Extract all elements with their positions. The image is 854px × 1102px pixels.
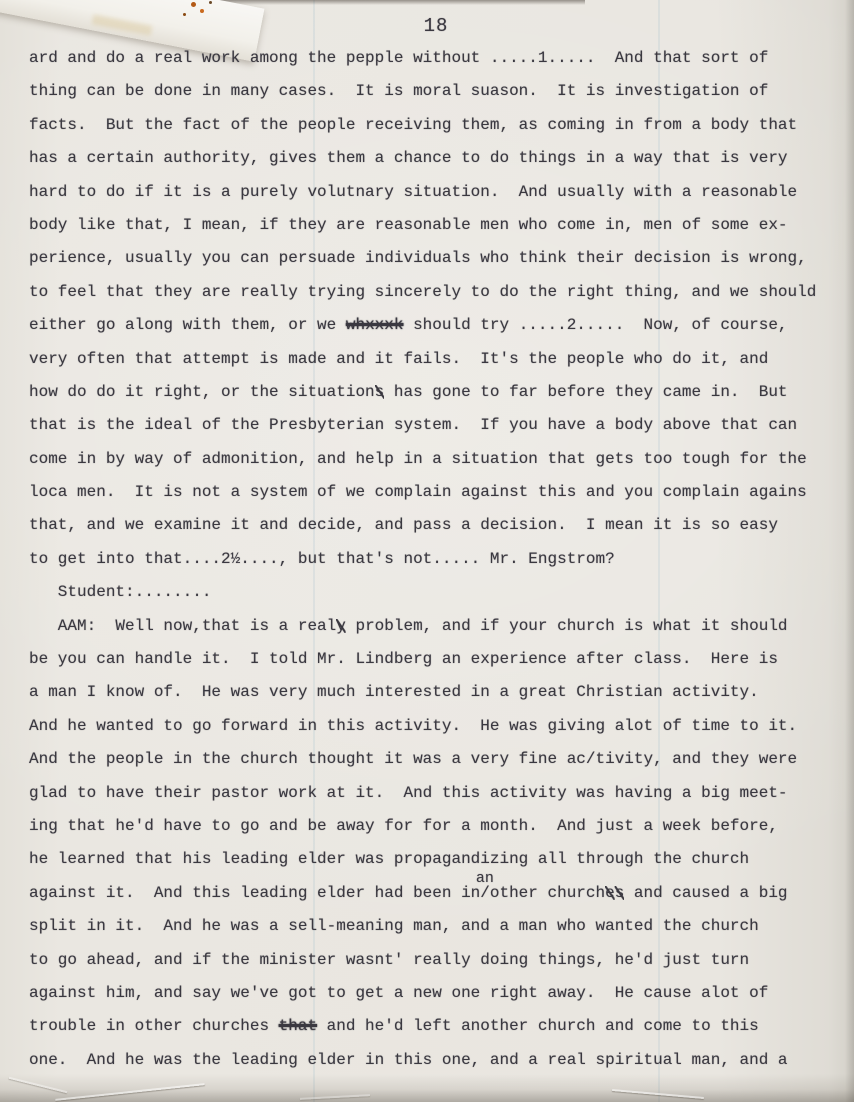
typed-line [29, 1010, 848, 1043]
crease-mark [300, 1094, 370, 1100]
typed-line [29, 75, 848, 108]
typed-line [29, 443, 848, 476]
typed-line [29, 1044, 848, 1077]
typed-line [29, 376, 848, 409]
text-segment: to get into that....2½...., but that's not..... Mr. Engstrom? [29, 549, 615, 568]
text-segment: split in it. And he was a sell-meaning man, and a man who wanted the church [29, 917, 759, 936]
text-segment: glad to have their pastor work at it. And this activity was having a big meet- [29, 783, 788, 802]
typed-line [29, 676, 848, 709]
text-segment: trouble in other churches [29, 1017, 279, 1036]
typed-line [29, 476, 848, 509]
typed-line [29, 109, 848, 142]
struck-out-word: that [278, 1017, 318, 1036]
slashed-letters: s [374, 382, 385, 401]
typed-line [29, 343, 848, 376]
torn-bottom-edge [0, 1074, 854, 1102]
text-segment: Student:........ [29, 583, 212, 602]
text-segment: against it. And this leading elder had been in/ [29, 883, 490, 902]
slashed-letters: y [336, 616, 346, 635]
text-segment: how do do it right, or the situation [29, 382, 375, 401]
text-segment: to feel that they are really trying sincerely to do the right thing, and we should [29, 282, 817, 301]
text-segment: and he'd left another church and come to this [317, 1017, 759, 1036]
slashed-letters: es [605, 883, 625, 902]
typed-line [29, 509, 848, 542]
typed-line [29, 142, 848, 175]
typed-line [29, 910, 848, 943]
right-edge-shadow [845, 0, 854, 1102]
typed-line [29, 576, 848, 609]
typed-line [29, 42, 848, 75]
text-segment: to go ahead, and if the minister wasnt' really doing things, he'd just turn [29, 950, 750, 969]
text-segment: AAM: Well now,that is a real [29, 616, 337, 635]
text-segment: one. And he was the leading elder in this one, and a real spiritual man, and a [29, 1050, 788, 1069]
typed-line [29, 944, 848, 977]
text-segment: be you can handle it. I told Mr. Lindberg an experience after class. Here is [29, 650, 778, 669]
typed-line [29, 176, 848, 209]
text-segment: And he wanted to go forward in this activity. He was giving alot of time to it. [29, 716, 798, 735]
typed-line [29, 276, 848, 309]
struck-out-word: whxxxk [345, 316, 404, 335]
text-segment: come in by way of admonition, and help in a situation that gets too tough for the [29, 449, 807, 468]
crease-mark [55, 1083, 204, 1101]
text-segment: ard and do a real work among the pepple without .....1..... And that sort of [29, 49, 769, 67]
text-segment: loca men. It is not a system of we complain against this and you complain agains [29, 483, 807, 502]
typed-line [29, 710, 848, 743]
rust-speck [191, 2, 196, 7]
typed-line [29, 242, 848, 275]
crease-mark [9, 1077, 68, 1093]
typed-line [29, 543, 848, 576]
text-segment: perience, usually you can persuade individuals who think their decision is wrong, [29, 249, 807, 268]
text-segment: has gone to far before they came in. But [384, 382, 788, 401]
text-segment: facts. But the fact of the people receiving them, as coming in from a body that [29, 115, 798, 134]
text-segment: against him, and say we've got to get a new one right away. He cause alot of [29, 983, 769, 1002]
crease-mark [612, 1089, 704, 1099]
typed-line [29, 309, 848, 342]
typed-line [29, 743, 848, 776]
text-segment: body like that, I mean, if they are reasonable men who come in, men of some ex- [29, 215, 788, 234]
text-segment: thing can be done in many cases. It is moral suason. It is investigation of [29, 82, 769, 101]
text-segment: ing that he'd have to go and be away for for a month. And just a week before, [29, 816, 778, 835]
rust-speck [209, 1, 212, 4]
text-segment: he learned that his leading elder was propagandizing all through the church [29, 850, 750, 869]
rust-speck [200, 9, 204, 13]
text-segment: very often that attempt is made and it fails. It's the people who do it, and [29, 349, 769, 368]
text-segment: that is the ideal of the Presbyterian system. If you have a body above that can [29, 416, 798, 435]
typed-line: against it. And this leading elder had been in/another churches and caused a big [29, 869, 788, 902]
text-segment: And the people in the church thought it was a very fine ac/tivity, and they were [29, 750, 798, 769]
text-segment: and caused a big [624, 883, 788, 902]
typed-line [29, 643, 848, 676]
text-segment: other church [489, 883, 606, 902]
text-segment: a man I know of. He was very much interested in a great Christian activity. [29, 683, 759, 702]
text-segment: should try .....2..... Now, of course, [403, 316, 788, 335]
text-segment: has a certain authority, gives them a chance to do things in a way that is very [29, 149, 788, 168]
typed-line [29, 810, 848, 843]
typed-line [29, 777, 848, 810]
typed-line [29, 977, 848, 1010]
typed-line [29, 409, 848, 442]
text-segment: hard to do if it is a purely volutnary situation. And usually with a reasonable [29, 182, 798, 201]
text-segment: either go along with them, or we [29, 316, 346, 335]
typed-text [29, 42, 848, 1077]
typed-line [29, 843, 848, 876]
page-number: 18 [423, 15, 449, 37]
typed-line [29, 209, 848, 242]
typed-line [29, 610, 848, 643]
text-segment: that, and we examine it and decide, and pass a decision. I mean it is so easy [29, 516, 778, 535]
text-segment: problem, and if your church is what it should [345, 616, 788, 635]
